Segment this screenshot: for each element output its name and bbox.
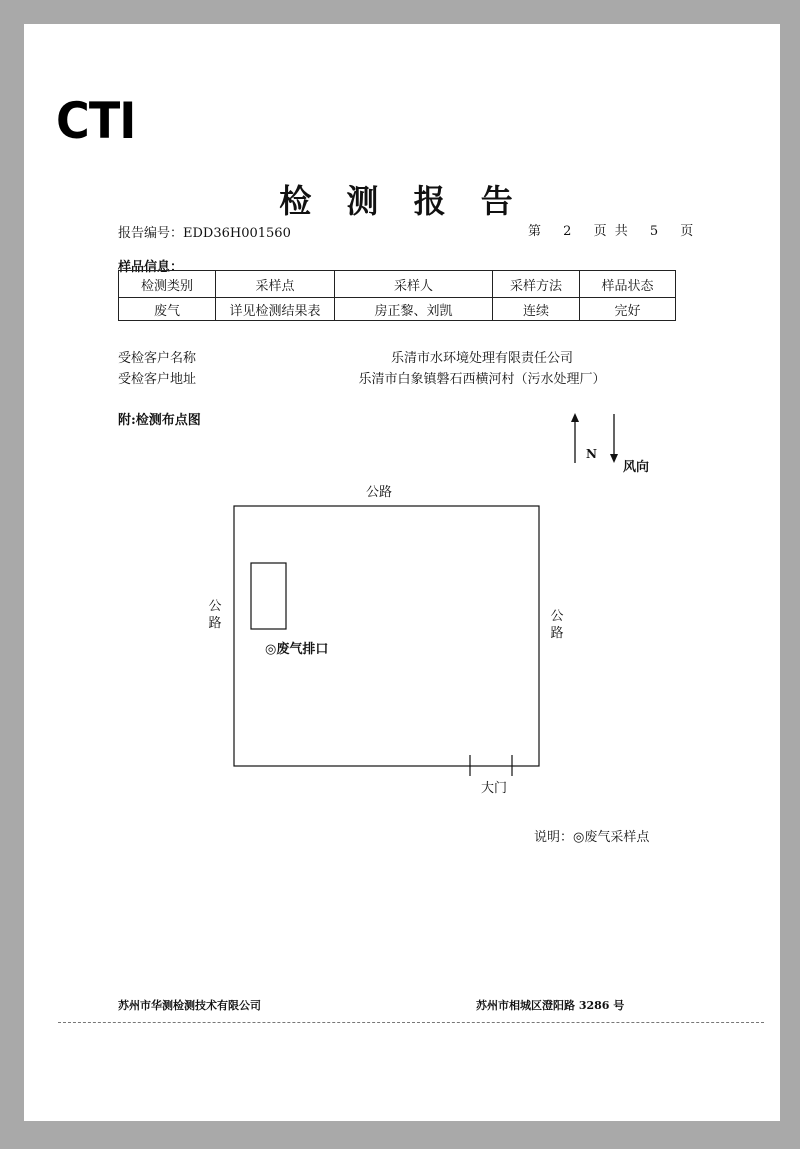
- report-page: [24, 24, 780, 1121]
- table-cell: 连续: [493, 298, 580, 321]
- table-cell: 详见检测结果表: [216, 298, 335, 321]
- north-arrow-head: [571, 413, 579, 422]
- company-logo: CTI: [56, 92, 136, 150]
- appendix-heading: 附:检测布点图: [118, 413, 201, 428]
- report-number: 报告编号：EDD36H001560: [118, 226, 291, 241]
- table-cell: 完好: [580, 298, 676, 321]
- client-name-label: 受检客户名称: [118, 351, 197, 366]
- road-right-label: 公路: [550, 609, 564, 641]
- table-header-cell: 采样方法: [493, 271, 580, 298]
- exhaust-building: [251, 563, 286, 629]
- page-number: 2: [563, 224, 572, 239]
- wind-direction-label: 风向: [623, 460, 650, 475]
- table-cell: 废气: [119, 298, 216, 321]
- client-name-value: 乐清市水环境处理有限责任公司: [390, 351, 573, 366]
- sampling-layout-diagram: [24, 24, 780, 1121]
- table-header-cell: 采样人: [335, 271, 493, 298]
- site-boundary: [234, 506, 539, 766]
- north-label: N: [586, 447, 597, 461]
- exhaust-outlet-label: ◎废气排口: [265, 642, 329, 657]
- footer-address: 苏州市相城区澄阳路 3286 号: [476, 999, 625, 1012]
- wind-arrow-head: [610, 454, 618, 463]
- table-header-cell: 检测类别: [119, 271, 216, 298]
- table-header-cell: 采样点: [216, 271, 335, 298]
- footer-company: 苏州市华测检测技术有限公司: [118, 999, 261, 1012]
- road-top-label: 公路: [366, 485, 393, 500]
- sample-info-heading: 样品信息：: [118, 260, 184, 275]
- gate-label: 大门: [481, 781, 508, 796]
- client-address-label: 受检客户地址: [118, 372, 197, 387]
- client-address-value: 乐清市白象镇磐石西横河村（污水处理厂）: [358, 372, 606, 387]
- report-title: 检 测 报 告: [279, 182, 525, 220]
- page-label: 第: [528, 224, 542, 239]
- legend-note: 说明：◎废气采样点: [534, 830, 650, 845]
- table-header-cell: 样品状态: [580, 271, 676, 298]
- page-total: 5: [649, 224, 659, 239]
- footer-divider: [58, 1022, 764, 1023]
- page-mid-label: 页 共: [593, 224, 628, 239]
- road-left-label: 公路: [208, 599, 222, 631]
- page-end-label: 页: [680, 224, 694, 239]
- table-cell: 房正黎、刘凯: [335, 298, 493, 321]
